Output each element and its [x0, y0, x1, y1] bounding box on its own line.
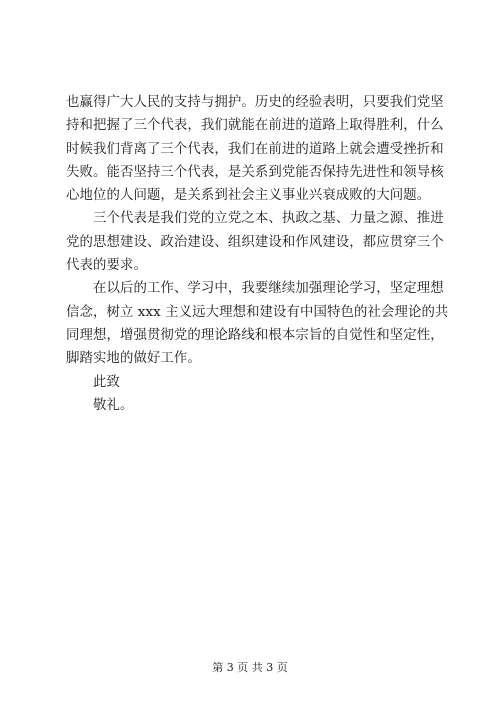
closing-regards: 敬礼。 [93, 397, 134, 413]
paragraph-3-line-4: 脚踏实地的做好工作。 [66, 351, 201, 367]
paragraph-1-line-1: 也赢得广大人民的支持与拥护。历史的经验表明，只要我们党坚 [66, 95, 444, 110]
paragraph-3-line-2: 信念，树立 xxx 主义远大理想和建设有中国特色的社会理论的共 [66, 304, 449, 320]
closing-salutation: 此致 [93, 374, 120, 390]
paragraph-1-line-5: 心地位的人问题，是关系到社会主义事业兴衰成败的大问题。 [66, 188, 431, 204]
letter-body [66, 91, 449, 417]
paragraph-2-line-2: 党的思想建设、政治建设、组织建设和作风建设，都应贯穿三个 [66, 234, 444, 250]
paragraph-2-line-3: 代表的要求。 [66, 258, 147, 274]
page-number-footer: 第 3 页 共 3 页 [212, 661, 288, 674]
paragraph-2-line-1: 三个代表是我们党的立党之本、执政之基、力量之源、推进 [93, 211, 444, 227]
paragraph-1-line-3: 时候我们背离了三个代表，我们在前进的道路上就会遭受挫折和 [66, 141, 444, 157]
paragraph-1-line-2: 持和把握了三个代表，我们就能在前进的道路上取得胜利，什么 [66, 118, 444, 134]
paragraph-1-line-4: 失败。能否坚持三个代表，是关系到党能否保持先进性和领导核 [66, 164, 444, 180]
paragraph-3-line-3: 同理想，增强贯彻党的理论路线和根本宗旨的自觉性和坚定性， [66, 327, 444, 343]
paragraph-3-line-1: 在以后的工作、学习中，我要继续加强理论学习，坚定理想 [93, 281, 444, 297]
